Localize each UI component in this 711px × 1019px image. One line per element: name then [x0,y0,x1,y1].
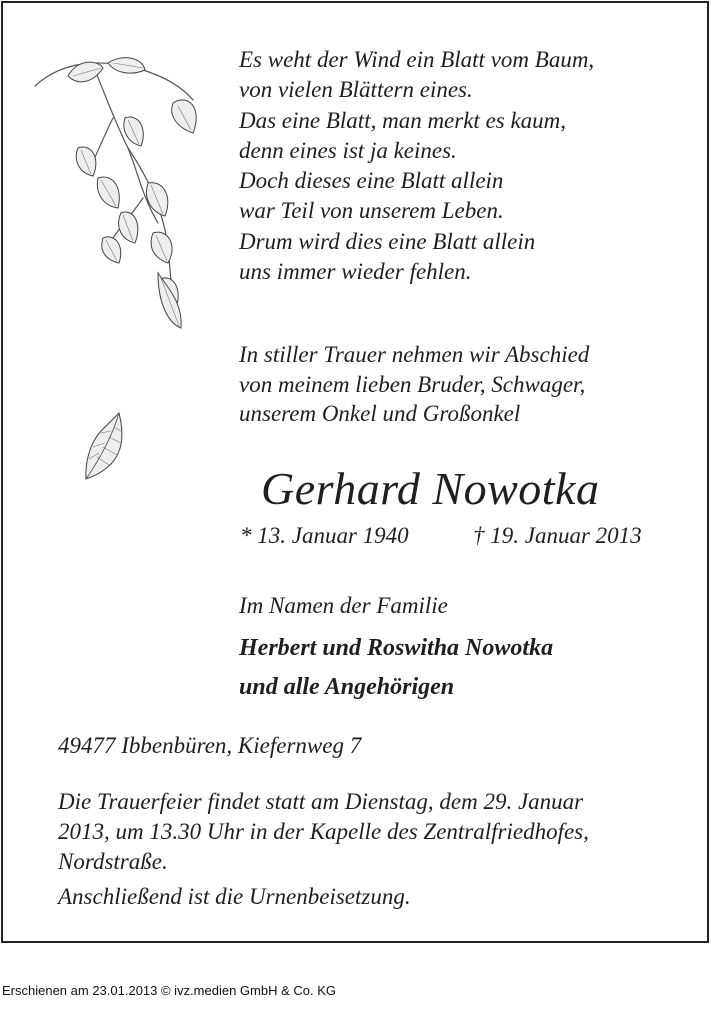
poem-line: Das eine Blatt, man merkt es kaum, [239,107,567,133]
intro-line: unserem Onkel und Großonkel [239,401,521,427]
poem [239,45,594,287]
poem-line: Es weht der Wind ein Blatt vom Baum, [239,47,595,72]
poem-line: denn eines ist ja keines. [239,137,457,163]
service-line: Die Trauerfeier findet statt am Dienstag, dem 29. Januar [58,789,584,814]
deceased-name: Gerhard Nowotka [261,463,600,514]
intro-line: von meinem lieben Bruder, Schwager, [239,371,586,397]
family-names [239,629,553,707]
poem-line: Doch dieses eine Blatt allein [239,168,504,194]
family-lead: Im Namen der Familie [239,593,448,618]
intro-line: In stiller Trauer nehmen wir Abschied [239,342,590,367]
family-line-1: Herbert und Roswitha Nowotka [239,635,554,661]
poem-line: war Teil von unserem Leben. [239,198,504,224]
family-line-2: und alle Angehörigen [239,674,455,700]
funeral-service-info [58,787,589,877]
obituary-notice [1,1,709,943]
service-line: 2013, um 13.30 Uhr in der Kapelle des Zentralfriedhofes, [58,819,589,844]
burial-info: Anschließend ist die Urnenbeisetzung. [58,884,411,909]
poem-line: Drum wird dies eine Blatt allein [239,228,536,254]
service-line: Nordstraße. [58,849,168,874]
birch-branch-icon [33,48,213,338]
farewell-intro [239,340,589,429]
address: 49477 Ibbenbüren, Kiefernweg 7 [58,733,362,758]
falling-leaf-icon [81,409,131,481]
poem-line: uns immer wieder fehlen. [239,259,472,285]
birth-date: * 13. Januar 1940 [240,523,409,548]
publication-footer: Erschienen am 23.01.2013 © ivz.medien GmbH & Co. KG [2,983,337,998]
poem-line: von vielen Blättern eines. [239,77,473,103]
death-date: † 19. Januar 2013 [473,523,642,548]
